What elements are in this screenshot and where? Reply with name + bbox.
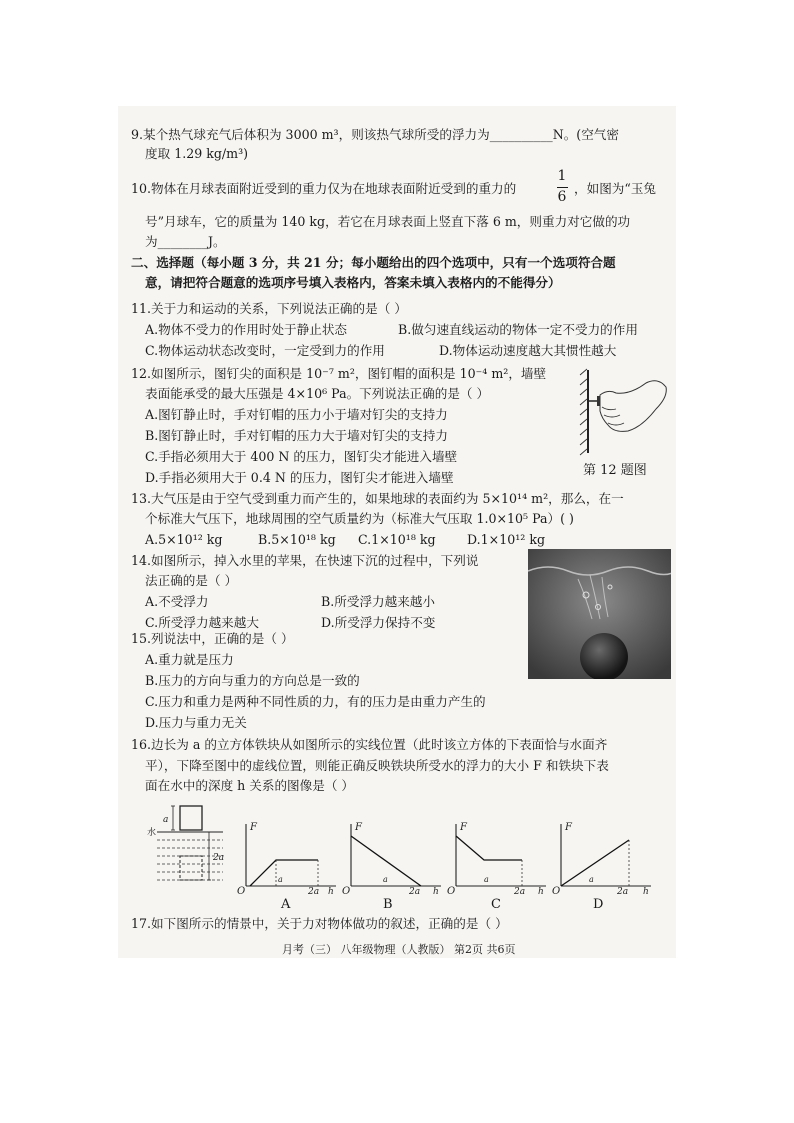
graph-a [236, 820, 342, 895]
q13-option-d: D.1×10¹² kg [467, 532, 546, 547]
q15-option-b: B.压力的方向与重力的方向总是一致的 [145, 673, 360, 688]
graph-a-axis-f: F [250, 822, 257, 833]
water-label: 水 [147, 828, 157, 838]
q11-stem: 11.关于力和运动的关系，下列说法正确的是（ ） [131, 301, 407, 316]
q10-frac-den: 6 [557, 189, 567, 205]
q11-option-c: C.物体运动状态改变时，一定受到力的作用 [145, 343, 385, 358]
graph-d-axis-f: F [565, 822, 572, 833]
q12-option-b: B.图钉静止时，手对钉帽的压力大于墙对钉尖的支持力 [145, 428, 448, 443]
graph-d-axis-h: h [643, 887, 649, 895]
q10-line1a: 10.物体在月球表面附近受到的重力仅为在地球表面附近受到的重力的 [131, 181, 517, 196]
q11-option-a: A.物体不受力的作用时处于静止状态 [145, 322, 348, 337]
graph-label-d: D [593, 897, 604, 912]
q16-line2: 平），下降至图中的虚线位置，则能正确反映铁块所受水的浮力的大小 F 和铁块下表 [145, 758, 609, 773]
q13-line2: 个标准大气压下，地球周围的空气质量约为（标准大气压取 1.0×10⁵ Pa）( ) [145, 511, 574, 526]
graph-a-axis-h: h [328, 887, 334, 895]
q13-option-a: A.5×10¹² kg [145, 532, 223, 547]
q12-fig-caption: 第 12 题图 [583, 463, 647, 478]
q9-line1: 9.某个热气球充气后体积为 3000 m³，则该热气球所受的浮力为__________N。(空气密 [131, 127, 619, 142]
graph-label-c: C [491, 897, 501, 912]
q16-line3: 面在水中的深度 h 关系的图像是（ ） [145, 778, 355, 793]
depth-label-2a: 2a [213, 853, 225, 863]
q10-line3: 为________J。 [145, 234, 226, 249]
q13-option-c: C.1×10¹⁸ kg [358, 532, 436, 547]
page-footer: 月考（三） 八年级物理（人教版） 第2页 共6页 [282, 943, 516, 956]
graph-b-tick-2a: 2a [409, 887, 421, 895]
graph-a-tick-2a: 2a [308, 887, 320, 895]
graph-b-origin: O [342, 886, 351, 895]
graph-c-tick-a: a [484, 875, 489, 884]
q10-line2: 号”月球车，它的质量为 140 kg，若它在月球表面上竖直下落 6 m，则重力对它做的功 [145, 214, 631, 229]
thumbtack-hand-figure [570, 365, 670, 460]
q16-line1: 16.边长为 a 的立方体铁块从如图所示的实线位置（此时该立方体的下表面恰与水面齐 [131, 737, 608, 752]
graph-label-a: A [281, 897, 291, 912]
q15-option-d: D.压力与重力无关 [145, 715, 247, 730]
q14-option-a: A.不受浮力 [145, 594, 209, 609]
graph-b-axis-f: F [355, 822, 362, 833]
graph-d-curve [561, 840, 629, 886]
graph-label-b: B [383, 897, 393, 912]
q13-option-b: B.5×10¹⁸ kg [258, 532, 336, 547]
q15-option-c: C.压力和重力是两种不同性质的力，有的压力是由重力产生的 [145, 694, 486, 709]
q10-frac-num: 1 [557, 168, 567, 184]
graph-d-origin: O [552, 886, 561, 895]
graph-c-tick-2a: 2a [514, 887, 526, 895]
apple-in-water-photo [528, 549, 671, 679]
cube-descent-diagram [145, 800, 235, 890]
q14-line1: 14.如图所示，掉入水里的苹果，在快速下沉的过程中，下列说 [131, 553, 479, 568]
q14-option-d: D.所受浮力保持不变 [321, 615, 436, 630]
q14-option-c: C.所受浮力越来越大 [145, 615, 259, 630]
graph-b-axis-h: h [433, 887, 439, 895]
graph-c-axis-h: h [538, 887, 544, 895]
q10-line1b: ，如图为“玉兔 [574, 181, 657, 196]
q12-option-d: D.手指必须用大于 0.4 N 的压力，图钉尖才能进入墙壁 [145, 470, 454, 485]
graph-d-tick-a: a [589, 875, 594, 884]
graph-b-tick-a: a [383, 875, 388, 884]
q11-option-b: B.做匀速直线运动的物体一定不受力的作用 [398, 322, 638, 337]
graph-a-tick-a: a [278, 875, 283, 884]
graph-c-origin: O [447, 886, 456, 895]
graph-c [446, 820, 552, 895]
q15-option-a: A.重力就是压力 [145, 652, 234, 667]
graph-a-curve [250, 860, 318, 886]
graph-d [551, 820, 657, 895]
q14-option-b: B.所受浮力越来越小 [321, 594, 436, 609]
q12-line1: 12.如图所示，图钉尖的面积是 10⁻⁷ m²，图钉帽的面积是 10⁻⁴ m²，墙壁 [131, 366, 547, 381]
graph-a-origin: O [237, 886, 246, 895]
q9-line2: 度取 1.29 kg/m³) [145, 146, 249, 161]
graph-c-axis-f: F [460, 822, 467, 833]
q12-option-a: A.图钉静止时，手对钉帽的压力小于墙对钉尖的支持力 [145, 407, 448, 422]
cube-label-a: a [163, 815, 169, 825]
q13-line1: 13.大气压是由于空气受到重力而产生的，如果地球的表面约为 5×10¹⁴ m²，那么，在一 [131, 491, 624, 506]
section2-heading-line2: 意，请把符合题意的选项序号填入表格内，答案未填入表格内的不能得分） [145, 275, 561, 290]
q11-option-d: D.物体运动速度越大其惯性越大 [439, 343, 617, 358]
q17-stem: 17.如下图所示的情景中，关于力对物体做功的叙述，正确的是（ ） [131, 916, 508, 931]
q12-option-c: C.手指必须用大于 400 N 的压力，图钉尖才能进入墙壁 [145, 449, 458, 464]
graph-c-curve [456, 836, 522, 860]
q12-line2: 表面能承受的最大压强是 4×10⁶ Pa。下列说法正确的是（ ） [145, 386, 490, 401]
section2-heading-line1: 二、选择题（每小题 3 分，共 21 分；每小题给出的四个选项中，只有一个选项符合题 [131, 255, 616, 270]
q14-line2: 法正确的是（ ） [145, 573, 238, 588]
q10-frac-line [557, 187, 568, 188]
graph-b [341, 820, 447, 895]
graph-d-tick-2a: 2a [617, 887, 629, 895]
q15-stem: 15.列说法中，正确的是（ ） [131, 631, 294, 646]
